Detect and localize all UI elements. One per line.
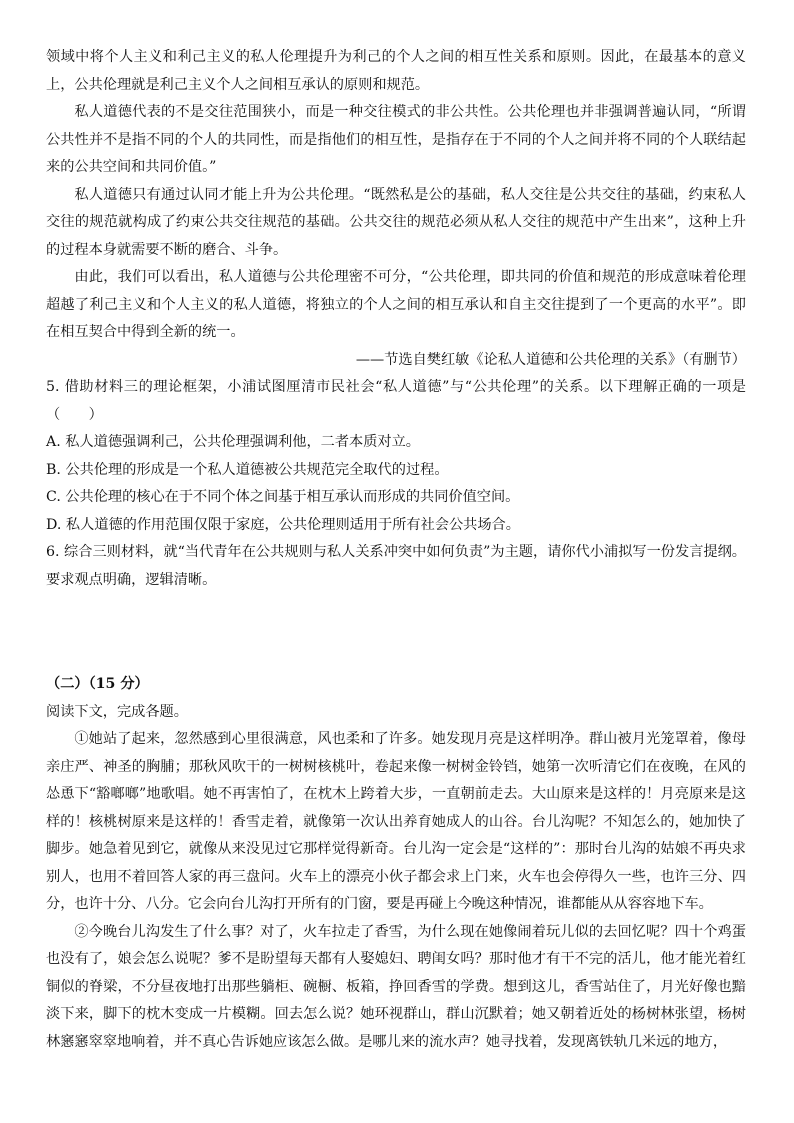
story-paragraph: ②今晚台儿沟发生了什么事？对了，火车拉走了香雪，为什么现在她像闹着玩儿似的去回忆呢？四十个鸡蛋也没有了，娘会怎么说呢？爹不是盼望每天都有人娶媳妇、聘闺女吗？那时他才有干不完的活儿，他才能光着红铜似的脊梁，不分昼夜地打出那些躺柜、碗橱、板箱，挣回香雪的学费。想到这儿，香雪站住了，月光好像也黯淡下来，脚下的枕木变成一片模糊。回去怎么说？她环视群山，群山沉默着；她又朝着近处的杨树林张望，杨树林窸窸窣窣地响着，并不真心告诉她应该怎么做。是哪儿来的流水声？她寻找着，发现离铁轨几米远的地方， xyxy=(46,923,746,1050)
question-5-option-a: A. 私人道德强调利己，公共伦理强调利他，二者本质对立。 xyxy=(46,434,420,450)
answer-space xyxy=(46,594,746,671)
source-citation: ——节选自樊红敏《论私人道德和公共伦理的关系》（有删节） xyxy=(355,351,746,368)
question-5-option-c: C. 公共伦理的核心在于不同个体之间基于相互承认而形成的共同价值空间。 xyxy=(46,489,520,505)
section-instruction: 阅读下文，完成各题。 xyxy=(46,703,188,720)
question-5-option-d: D. 私人道德的作用范围仅限于家庭，公共伦理则适用于所有社会公共场合。 xyxy=(46,516,520,533)
passage-paragraph: 领域中将个人主义和利己主义的私人伦理提升为利己的个人之间的相互性关系和原则。因此，在最基本的意义上，公共伦理就是利己主义个人之间相互承认的原则和规范。 xyxy=(46,49,746,93)
question-5-stem: 5. 借助材料三的理论框架，小浦试图厘清市民社会“私人道德”与“公共伦理”的关系。以下理解正确的一项是（ ） xyxy=(46,379,746,423)
passage-paragraph: 由此，我们可以看出，私人道德与公共伦理密不可分，“公共伦理，即共同的价值和规范的形成意味着伦理超越了利己主义和个人主义的私人道德，将独立的个人之间的相互承认和自主交往提到了一个更高的水平”。即在相互契合中得到全新的统一。 xyxy=(46,269,746,340)
section-heading: （二）（15 分） xyxy=(46,676,149,692)
passage-paragraph: 私人道德代表的不是交往范围狭小，而是一种交往模式的非公共性。公共伦理也并非强调普遍认同，“所谓公共性并不是指不同的个人的共同性，而是指他们的相互性，是指存在于不同的个人之间并将不同的个人联结起来的公共空间和共同价值。” xyxy=(46,104,746,175)
question-6-stem: 6. 综合三则材料，就“当代青年在公共规则与私人关系冲突中如何负责”为主题，请你代小浦拟写一份发言提纲。要求观点明确，逻辑清晰。 xyxy=(46,544,746,588)
question-5-option-b: B. 公共伦理的形成是一个私人道德被公共规范完全取代的过程。 xyxy=(46,461,449,478)
passage-paragraph: 私人道德只有通过认同才能上升为公共伦理。“既然私是公的基础，私人交往是公共交往的基础，约束私人交往的规范就构成了约束公共交往规范的基础。公共交往的规范必须从私人交往的规范中产生出来”，这种上升的过程本身就需要不断的磨合、斗争。 xyxy=(46,186,746,258)
story-paragraph: ①她站了起来，忽然感到心里很满意，风也柔和了许多。她发现月亮是这样明净。群山被月光笼罩着，像母亲庄严、神圣的胸脯；那秋风吹干的一树树核桃叶，卷起来像一树树金铃铛，她第一次听清它们在夜晚，在风的怂恿下“豁啷啷”地歌唱。她不再害怕了，在枕木上跨着大步，一直朝前走去。大山原来是这样的！月亮原来是这样的！核桃树原来是这样的！香雪走着，就像第一次认出养育她成人的山谷。台儿沟呢？不知怎么的，她加快了脚步。她急着见到它，就像从来没见过它那样觉得新奇。台儿沟一定会是“这样的”：那时台儿沟的姑娘不再央求别人，也用不着回答人家的再三盘问。火车上的漂亮小伙子都会求上门来，火车也会停得久一些，也许三分、四分，也许十分、八分。它会向台儿沟打开所有的门窗，要是再碰上今晚这种情况，谁都能从从容容地下车。 xyxy=(46,731,746,912)
